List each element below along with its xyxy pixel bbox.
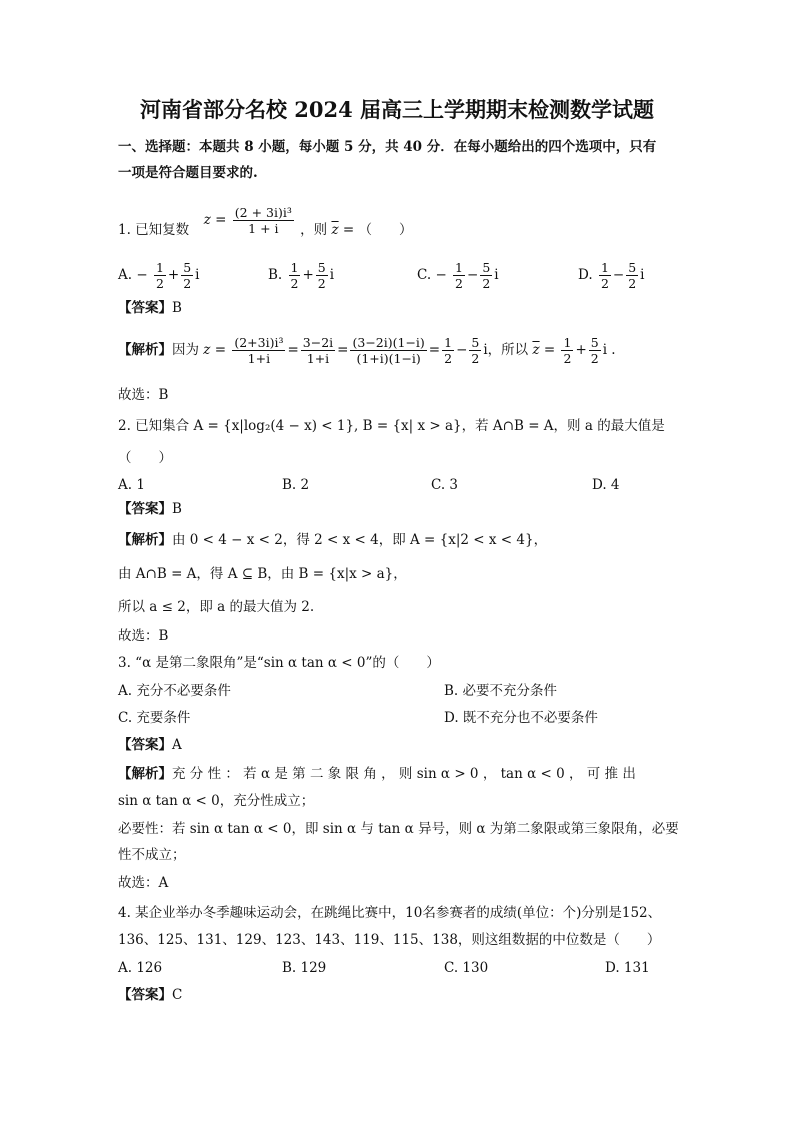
q1-option-c-n1: 1 (455, 260, 463, 275)
q1-z-numerator: (2 + 3i)i³ (234, 205, 292, 220)
q1-choose (118, 386, 168, 404)
q1-r-d2: 2 (471, 351, 480, 366)
q4-option-b: B. 129 (282, 960, 327, 976)
q1-answer-label: 【答案】 (118, 300, 172, 316)
q1-analysis-label: 【解析】 (118, 342, 172, 358)
q1-r-d1b: 2 (563, 351, 572, 366)
q2-option-c: C. 3 (431, 477, 459, 493)
q1-option-d-op: − (612, 267, 625, 283)
q1-tail: = （ ） (342, 222, 413, 238)
q3-analysis-label: 【解析】 (118, 766, 172, 782)
q1-r-n1b: 1 (563, 335, 572, 350)
q1-analysis-frac1 (232, 335, 285, 366)
q1-analysis-frac5 (469, 335, 481, 366)
q1-option-c-frac2 (480, 260, 492, 291)
question-4-line-2: 136、125、131、129、123、143、119、115、138，则这组数据的中位数是（ ） (118, 932, 661, 948)
q1-choose-label: 故选： (118, 387, 159, 403)
q1-option-c-unit: i (494, 267, 499, 283)
q1-analysis-frac4 (442, 335, 454, 366)
q3-option-b: B. 必要不充分条件 (444, 683, 558, 699)
q1-option-c-label: C. (417, 267, 432, 283)
q4-answer-label: 【答案】 (118, 987, 172, 1003)
q2-option-a: A. 1 (118, 477, 145, 493)
q3-analysis-line-4: 性不成立； (118, 847, 186, 863)
q1-option-d-label: D. (578, 267, 593, 283)
q1-zbar: $\overline{z}$ (331, 222, 339, 238)
q1-option-a-frac1 (154, 260, 166, 291)
q1-option-d-frac1 (599, 260, 611, 291)
q3-answer-value: A (172, 737, 182, 753)
q1-option-b-n2: 5 (317, 260, 326, 275)
q1-option-a-d2: 2 (183, 276, 192, 291)
q2-choose-value: B (158, 628, 169, 644)
q1-answer (118, 299, 182, 317)
q1-option-d (578, 260, 644, 291)
q2-analysis-text-1: 由 0 < 4 − x < 2，得 2 < x < 4，即 A = {x|2 < x < 4}， (172, 532, 548, 548)
q2-answer-label: 【答案】 (118, 501, 172, 517)
q4-answer (118, 986, 182, 1004)
q2-analysis-line-1 (118, 531, 547, 549)
q1-analysis-end: i . (602, 342, 616, 358)
q1-option-d-d2: 2 (628, 276, 637, 291)
q1-r-n2: 5 (471, 335, 480, 350)
q4-answer-value: C (172, 987, 183, 1003)
q1-analysis-frac2 (301, 335, 335, 366)
q1-analysis-frac6 (561, 335, 573, 366)
q3-choose-value: A (158, 875, 169, 891)
q1-option-c (417, 260, 499, 291)
q1-choose-value: B (158, 387, 169, 403)
q1-suffix: ，则 (300, 222, 328, 238)
page-title: 河南省部分名校 2024 届高三上学期期末检测数学试题 (139, 97, 655, 122)
q4-option-d: D. 131 (605, 960, 650, 976)
q1-option-c-op: − (467, 267, 479, 283)
q1-option-b (268, 260, 334, 291)
q1-option-b-d2: 2 (317, 276, 326, 291)
q2-analysis-line-3: 所以 a ≤ 2，即 a 的最大值为 2. (118, 599, 315, 615)
q2-answer (118, 500, 182, 518)
q1-option-a-unit: i (195, 267, 200, 283)
q4-option-a: A. 126 (118, 960, 163, 976)
q3-analysis-text-1: 充 分 性 ： 若 α 是 第 二 象 限 角 ， 则 sin α > 0 ， tan α < 0 ， 可 推 出 (172, 766, 636, 782)
q1-option-d-d1: 2 (600, 276, 609, 291)
q1-z-denominator: 1 + i (248, 221, 279, 236)
question-2-paren: （ ） (118, 450, 172, 466)
q1-option-b-op: + (302, 267, 314, 283)
question-4-line-1: 4. 某企业举办冬季趣味运动会，在跳绳比赛中，10名参赛者的成绩(单位：个)分别是152、 (118, 905, 662, 921)
q3-answer (118, 736, 182, 754)
q1-analysis-frac3 (350, 335, 426, 366)
q1-option-c-d2: 2 (482, 276, 491, 291)
q2-choose-label: 故选： (118, 628, 159, 644)
question-2-stem: 2. 已知集合 A = {x|log₂(4 − x) < 1}, B = {x| x > a}，若 A∩B = A，则 a 的最大值是 (118, 418, 665, 434)
q3-option-d: D. 既不充分也不必要条件 (444, 710, 598, 726)
q1-r-n2b: 5 (590, 335, 599, 350)
q2-choose (118, 627, 168, 645)
q1-option-a-d1: 2 (155, 276, 164, 291)
q2-analysis-line-2: 由 A∩B = A，得 A ⊆ B，由 B = {x|x > a}， (118, 566, 407, 582)
q3-option-a: A. 充分不必要条件 (118, 683, 231, 699)
q1-option-a-n2: 5 (183, 260, 192, 275)
q1-option-c-frac1 (453, 260, 465, 291)
section-instructions-line-2: 一项是符合题目要求的. (118, 165, 258, 181)
q1-option-b-frac2 (316, 260, 328, 291)
q3-option-c: C. 充要条件 (118, 710, 191, 726)
q4-option-c: C. 130 (444, 960, 489, 976)
q1-r-d1: 2 (444, 351, 453, 366)
q1-f2-den: 1+i (306, 351, 330, 366)
q2-option-d: D. 4 (592, 477, 620, 493)
q1-option-b-label: B. (268, 267, 283, 283)
q3-analysis-line-3: 必要性：若 sin α tan α < 0，即 sin α 与 tan α 异号，则 α 为第二象限或第三象限角，必要 (118, 821, 679, 837)
q1-option-a-sign: − (136, 267, 148, 283)
q1-option-a-n1: 1 (155, 260, 164, 275)
q1-option-a-frac2 (181, 260, 193, 291)
q1-option-d-n1: 1 (600, 260, 609, 275)
q3-choose-label: 故选： (118, 875, 159, 891)
q1-analysis-prefix: 因为 (172, 342, 199, 358)
q1-option-b-n1: 1 (290, 260, 299, 275)
q1-option-a-op: + (167, 267, 180, 283)
question-1-stem (118, 205, 413, 248)
section-instructions-line-1: 一、选择题：本题共 8 小题，每小题 5 分，共 40 分．在每小题给出的四个选项中，只有 (118, 139, 657, 155)
q1-option-d-unit: i (640, 267, 645, 283)
q1-z-fraction (233, 205, 294, 236)
q1-f1-den: 1+i (247, 351, 271, 366)
q1-option-d-n2: 5 (628, 260, 637, 275)
q1-option-c-sign: − (435, 267, 447, 283)
q1-z-eq: z = (203, 212, 227, 228)
q1-option-c-d1: 2 (455, 276, 463, 291)
q1-option-a (118, 260, 200, 291)
q1-analysis-frac7 (589, 335, 601, 366)
q1-r-op: − (456, 342, 468, 358)
q1-option-a-label: A. (118, 267, 133, 283)
q1-prefix: 1. 已知复数 (118, 222, 190, 238)
question-3-stem: 3. “α 是第二象限角”是“sin α tan α < 0”的（ ） (118, 655, 440, 671)
q1-answer-value: B (172, 300, 182, 316)
q1-option-d-frac2 (626, 260, 638, 291)
q3-analysis-line-2: sin α tan α < 0，充分性成立； (118, 793, 315, 809)
q2-option-b: B. 2 (282, 477, 310, 493)
q1-f3-den: (1+i)(1−i) (356, 351, 421, 366)
q2-answer-value: B (172, 501, 182, 517)
q3-choose (118, 874, 168, 892)
q1-option-b-frac1 (289, 260, 301, 291)
q3-analysis-line-1 (118, 765, 636, 783)
q1-option-c-n2: 5 (482, 260, 491, 275)
q1-f2-num: 3−2i (302, 335, 334, 350)
q3-answer-label: 【答案】 (118, 737, 172, 753)
q1-f1-num: (2+3i)i³ (234, 335, 284, 350)
q2-analysis-label: 【解析】 (118, 532, 172, 548)
q1-analysis-mid: i，所以 (483, 342, 529, 358)
q1-option-b-unit: i (329, 267, 335, 283)
q1-r-n1: 1 (444, 335, 453, 350)
q1-option-b-d1: 2 (290, 276, 299, 291)
q1-r-d2b: 2 (590, 351, 599, 366)
q1-analysis: 【解析】因为 z = $\frac{\text{(2+3i)i³}}{1+i}$ = $\frac{3-2i}{1+i}$ = $\frac{(3-2i)(1-i)}{(1+i)(1-i)}$ = $\frac{1}{2}$ − $\frac{5}{2}$ i，所以 $\overline{z}$ = $\frac{1}{2}$ + $\frac{5}{2}$ i . (118, 335, 616, 366)
q1-f3-num: (3−2i)(1−i) (352, 335, 425, 350)
